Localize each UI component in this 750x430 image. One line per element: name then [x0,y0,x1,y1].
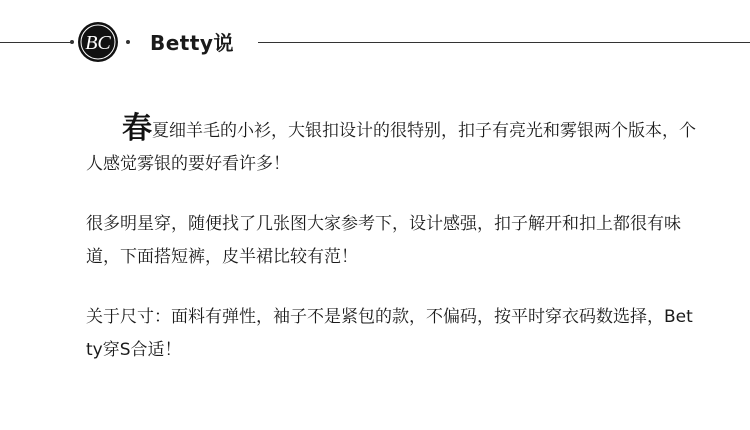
header-divider-right [258,42,750,43]
paragraph-celebrity-text: 很多明星穿，随便找了几张图大家参考下，设计感强，扣子解开和扣上都很有味道，下面搭短裤，皮半裙比较有范！ [86,214,681,267]
divider-dot-left [70,40,74,44]
paragraph-intro-text: 夏细羊毛的小衫，大银扣设计的很特别，扣子有亮光和雾银两个版本，个人感觉雾银的要好看许多！ [86,121,696,174]
divider-dot-right [126,40,130,44]
header-divider-left [0,42,72,43]
logo-text: BC [85,32,111,54]
paragraph-size [86,301,696,367]
section-title: Betty说 [150,31,234,55]
paragraph-intro [86,112,696,181]
paragraph-size-text: 关于尺寸：面料有弹性，袖子不是紧包的款，不偏码，按平时穿衣码数选择，Betty穿S合适！ [86,307,693,360]
bc-logo-icon [76,20,120,64]
paragraph-celebrity [86,208,696,274]
article-body [86,112,696,367]
section-header [0,18,750,66]
drop-cap: 春 [122,111,152,146]
